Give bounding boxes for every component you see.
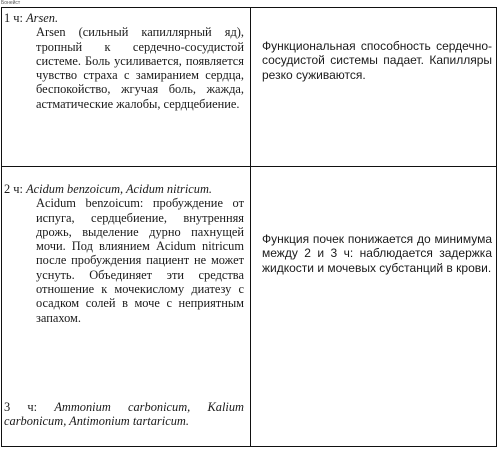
row-2-left-cell bbox=[4, 182, 244, 325]
column-divider bbox=[250, 7, 251, 447]
row-1-remedy: Arsen. bbox=[26, 11, 59, 25]
row-1-hour: 1 ч: bbox=[4, 11, 23, 25]
row-1-left-cell bbox=[4, 11, 244, 111]
row-2-note: Функция почек понижается до минимума между 2 и 3 ч: наблюдается задержка жидкости и мочевых субстанций в крови. bbox=[262, 232, 492, 275]
row-2-right-cell bbox=[262, 232, 492, 275]
row-1-description: Arsen (сильный капиллярный яд), тропный к сердечно-сосудистой системе. Боль усиливается, появляется чувство страха с замиранием сердца, беспокойство, жгучая боль, жажда, астматические жалобы, сердцебиение. bbox=[36, 25, 244, 111]
row-2-hour: 2 ч: bbox=[4, 182, 23, 196]
row-3-left-cell bbox=[4, 400, 244, 429]
row-1-note: Функциональная способность сердечно-сосудистой системы падает. Капилляры резко суживаются. bbox=[262, 39, 492, 82]
row-3-remedy: Ammonium carbonicum, Kalium carbonicum, Antimonium tartaricum. bbox=[4, 400, 244, 429]
row-2-description: Acidum benzoicum: пробуждение от испуга, сердцебиение, внутренняя дрожь, выделение дурно пахнущей мочи. Под влиянием Acidum nitricum после пробуждения пациент не может уснуть. Объединяет эти средства отношение к мочекислому диатезу с осадком солей в моче с неприятным запахом. bbox=[36, 196, 244, 325]
row-3-header bbox=[4, 400, 244, 429]
row-2-header bbox=[4, 182, 244, 196]
row-3-hour: 3 ч: bbox=[4, 400, 38, 414]
row-divider bbox=[1, 166, 497, 167]
row-2-remedy: Acidum benzoicum, Acidum nitricum. bbox=[26, 182, 213, 196]
row-1-right-cell bbox=[262, 39, 492, 82]
row-1-header bbox=[4, 11, 244, 25]
corner-mark: Бонейст bbox=[1, 0, 21, 6]
